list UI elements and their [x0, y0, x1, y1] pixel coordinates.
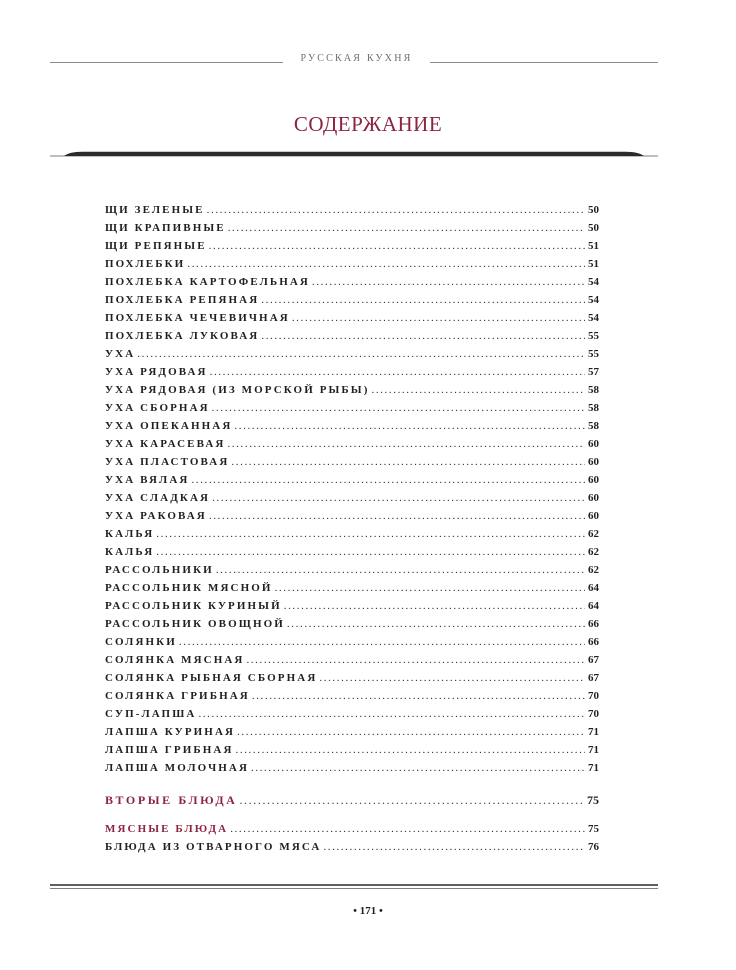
dot-leader	[198, 705, 585, 723]
toc-entry-title: ПОХЛЕБКА РЕПЯНАЯ	[105, 294, 260, 306]
toc-entry-title: СУП-ЛАПША	[105, 708, 197, 720]
toc-entry-page: 51	[588, 240, 599, 252]
dot-leader	[252, 687, 585, 705]
toc-entry-page: 58	[588, 384, 599, 396]
toc-entry	[105, 687, 599, 705]
toc-entry-page: 60	[588, 492, 599, 504]
toc-entry-title: ВТОРЫЕ БЛЮДА	[105, 793, 238, 807]
dot-leader	[230, 820, 585, 838]
toc-entry-page: 57	[588, 366, 599, 378]
dot-leader	[156, 543, 585, 561]
title-rule	[50, 151, 658, 157]
toc-entry-title: УХА КАРАСЕВАЯ	[105, 438, 226, 450]
toc-entry-title: СОЛЯНКА МЯСНАЯ	[105, 654, 245, 666]
toc-entry-title: СОЛЯНКИ	[105, 636, 177, 648]
toc-entry-title: УХА СЛАДКАЯ	[105, 492, 211, 504]
toc-entry-title: РАССОЛЬНИКИ	[105, 564, 214, 576]
dot-leader	[228, 219, 585, 237]
toc-entry	[105, 820, 599, 838]
toc-entry-page: 71	[588, 744, 599, 756]
toc-entry	[105, 273, 599, 291]
toc-entry-title: ПОХЛЕБКА ЧЕЧЕВИЧНАЯ	[105, 312, 290, 324]
toc-entry-page: 60	[588, 438, 599, 450]
header-rule-left	[50, 62, 283, 63]
toc-entry-page: 54	[588, 312, 599, 324]
dot-leader	[371, 381, 585, 399]
toc-entry-title: УХА РЯДОВАЯ (ИЗ МОРСКОЙ РЫБЫ)	[105, 384, 370, 396]
toc-entry	[105, 615, 599, 633]
toc-entry	[105, 327, 599, 345]
toc-entry-page: 50	[588, 204, 599, 216]
dot-leader	[251, 759, 585, 777]
toc-entry	[105, 669, 599, 687]
toc-entry-title: ПОХЛЕБКА КАРТОФЕЛЬНАЯ	[105, 276, 310, 288]
toc-entry-title: ПОХЛЕБКИ	[105, 258, 186, 270]
toc-entry-title: КАЛЬЯ	[105, 528, 155, 540]
toc-entry-page: 76	[588, 841, 599, 853]
dot-leader	[261, 291, 585, 309]
toc-entry-title: УХА СБОРНАЯ	[105, 402, 210, 414]
dot-leader	[246, 651, 585, 669]
toc-entry	[105, 633, 599, 651]
toc-entry	[105, 489, 599, 507]
toc-entry-page: 58	[588, 402, 599, 414]
dot-leader	[237, 723, 585, 741]
dot-leader	[312, 273, 585, 291]
dot-leader	[239, 790, 584, 810]
dot-leader	[187, 255, 585, 273]
toc-entry	[105, 838, 599, 856]
toc-entry	[105, 255, 599, 273]
toc-entry-title: ЩИ РЕПЯНЫЕ	[105, 240, 207, 252]
toc-entry	[105, 741, 599, 759]
toc-entry	[105, 579, 599, 597]
toc-entry-title: УХА ОПЕКАННАЯ	[105, 420, 233, 432]
toc-entry	[105, 237, 599, 255]
toc-entry-title: УХА	[105, 348, 136, 360]
running-head: РУССКАЯ КУХНЯ	[300, 53, 413, 64]
toc-entry	[105, 471, 599, 489]
toc-entry	[105, 525, 599, 543]
toc-entry	[105, 561, 599, 579]
toc-entry-page: 66	[588, 636, 599, 648]
toc-entry-page: 64	[588, 600, 599, 612]
toc-entry	[105, 381, 599, 399]
table-of-contents	[105, 201, 599, 856]
toc-entry	[105, 417, 599, 435]
toc-entry-page: 50	[588, 222, 599, 234]
toc-entry-title: ЛАПША МОЛОЧНАЯ	[105, 762, 249, 774]
footer-rule	[50, 884, 658, 890]
dot-leader	[292, 309, 585, 327]
toc-entry-title: ЛАПША КУРИНАЯ	[105, 726, 236, 738]
header-rule-right	[430, 62, 658, 63]
toc-entry	[105, 543, 599, 561]
dot-leader	[236, 741, 586, 759]
toc-entry-title: БЛЮДА ИЗ ОТВАРНОГО МЯСА	[105, 841, 322, 853]
dot-leader	[284, 597, 585, 615]
toc-entry	[105, 597, 599, 615]
toc-entry	[105, 435, 599, 453]
toc-entry-page: 54	[588, 294, 599, 306]
dot-leader	[231, 453, 585, 471]
page-title: СОДЕРЖАНИЕ	[293, 112, 443, 136]
toc-entry-page: 55	[588, 330, 599, 342]
toc-entry-page: 70	[588, 708, 599, 720]
dot-leader	[210, 363, 585, 381]
toc-entry-title: ПОХЛЕБКА ЛУКОВАЯ	[105, 330, 260, 342]
dot-leader	[156, 525, 585, 543]
dot-leader	[212, 399, 585, 417]
dot-leader	[191, 471, 585, 489]
toc-entry-page: 75	[587, 793, 599, 807]
toc-entry-page: 55	[588, 348, 599, 360]
toc-entry	[105, 219, 599, 237]
toc-entry	[105, 705, 599, 723]
toc-entry-page: 60	[588, 456, 599, 468]
dot-leader	[261, 327, 585, 345]
dot-leader	[216, 561, 585, 579]
toc-entry	[105, 201, 599, 219]
toc-entry	[105, 399, 599, 417]
toc-entry	[105, 345, 599, 363]
toc-entry	[105, 363, 599, 381]
toc-entry-page: 60	[588, 474, 599, 486]
toc-entry-page: 67	[588, 672, 599, 684]
toc-entry-page: 66	[588, 618, 599, 630]
toc-entry	[105, 759, 599, 777]
toc-entry-page: 62	[588, 564, 599, 576]
toc-entry	[105, 453, 599, 471]
toc-entry-title: РАССОЛЬНИК МЯСНОЙ	[105, 582, 273, 594]
dot-leader	[319, 669, 585, 687]
toc-entry-title: ЛАПША ГРИБНАЯ	[105, 744, 234, 756]
toc-entry	[105, 291, 599, 309]
toc-entry-page: 64	[588, 582, 599, 594]
dot-leader	[234, 417, 585, 435]
page-number: • 171 •	[353, 905, 383, 917]
toc-entry-title: ЩИ ЗЕЛЕНЫЕ	[105, 204, 205, 216]
toc-entry	[105, 507, 599, 525]
dot-leader	[227, 435, 585, 453]
toc-entry-title: УХА ВЯЛАЯ	[105, 474, 190, 486]
toc-entry-page: 62	[588, 546, 599, 558]
toc-entry-page: 71	[588, 726, 599, 738]
toc-entry	[105, 723, 599, 741]
toc-entry-title: ЩИ КРАПИВНЫЕ	[105, 222, 226, 234]
dot-leader	[179, 633, 585, 651]
toc-entry-title: СОЛЯНКА ГРИБНАЯ	[105, 690, 250, 702]
toc-entry-page: 70	[588, 690, 599, 702]
dot-leader	[287, 615, 585, 633]
toc-entry-page: 71	[588, 762, 599, 774]
toc-entry-page: 51	[588, 258, 599, 270]
toc-entry-page: 62	[588, 528, 599, 540]
dot-leader	[323, 838, 585, 856]
toc-spacer	[105, 777, 599, 790]
dot-leader	[209, 507, 585, 525]
toc-spacer	[105, 810, 599, 820]
toc-entry-title: РАССОЛЬНИК ОВОЩНОЙ	[105, 618, 285, 630]
toc-section	[105, 790, 599, 810]
dot-leader	[275, 579, 585, 597]
toc-entry	[105, 651, 599, 669]
dot-leader	[137, 345, 585, 363]
toc-entry-page: 58	[588, 420, 599, 432]
toc-entry-title: УХА ПЛАСТОВАЯ	[105, 456, 230, 468]
toc-entry	[105, 309, 599, 327]
toc-entry-page: 54	[588, 276, 599, 288]
toc-entry-title: КАЛЬЯ	[105, 546, 155, 558]
toc-entry-title: УХА РЯДОВАЯ	[105, 366, 208, 378]
toc-entry-page: 67	[588, 654, 599, 666]
toc-entry-title: СОЛЯНКА РЫБНАЯ СБОРНАЯ	[105, 672, 318, 684]
dot-leader	[209, 237, 585, 255]
toc-entry-page: 60	[588, 510, 599, 522]
toc-entry-title: УХА РАКОВАЯ	[105, 510, 207, 522]
toc-entry-title: МЯСНЫЕ БЛЮДА	[105, 823, 229, 835]
toc-entry-page: 75	[588, 823, 599, 835]
toc-entry-title: РАССОЛЬНИК КУРИНЫЙ	[105, 600, 282, 612]
dot-leader	[212, 489, 585, 507]
dot-leader	[207, 201, 585, 219]
